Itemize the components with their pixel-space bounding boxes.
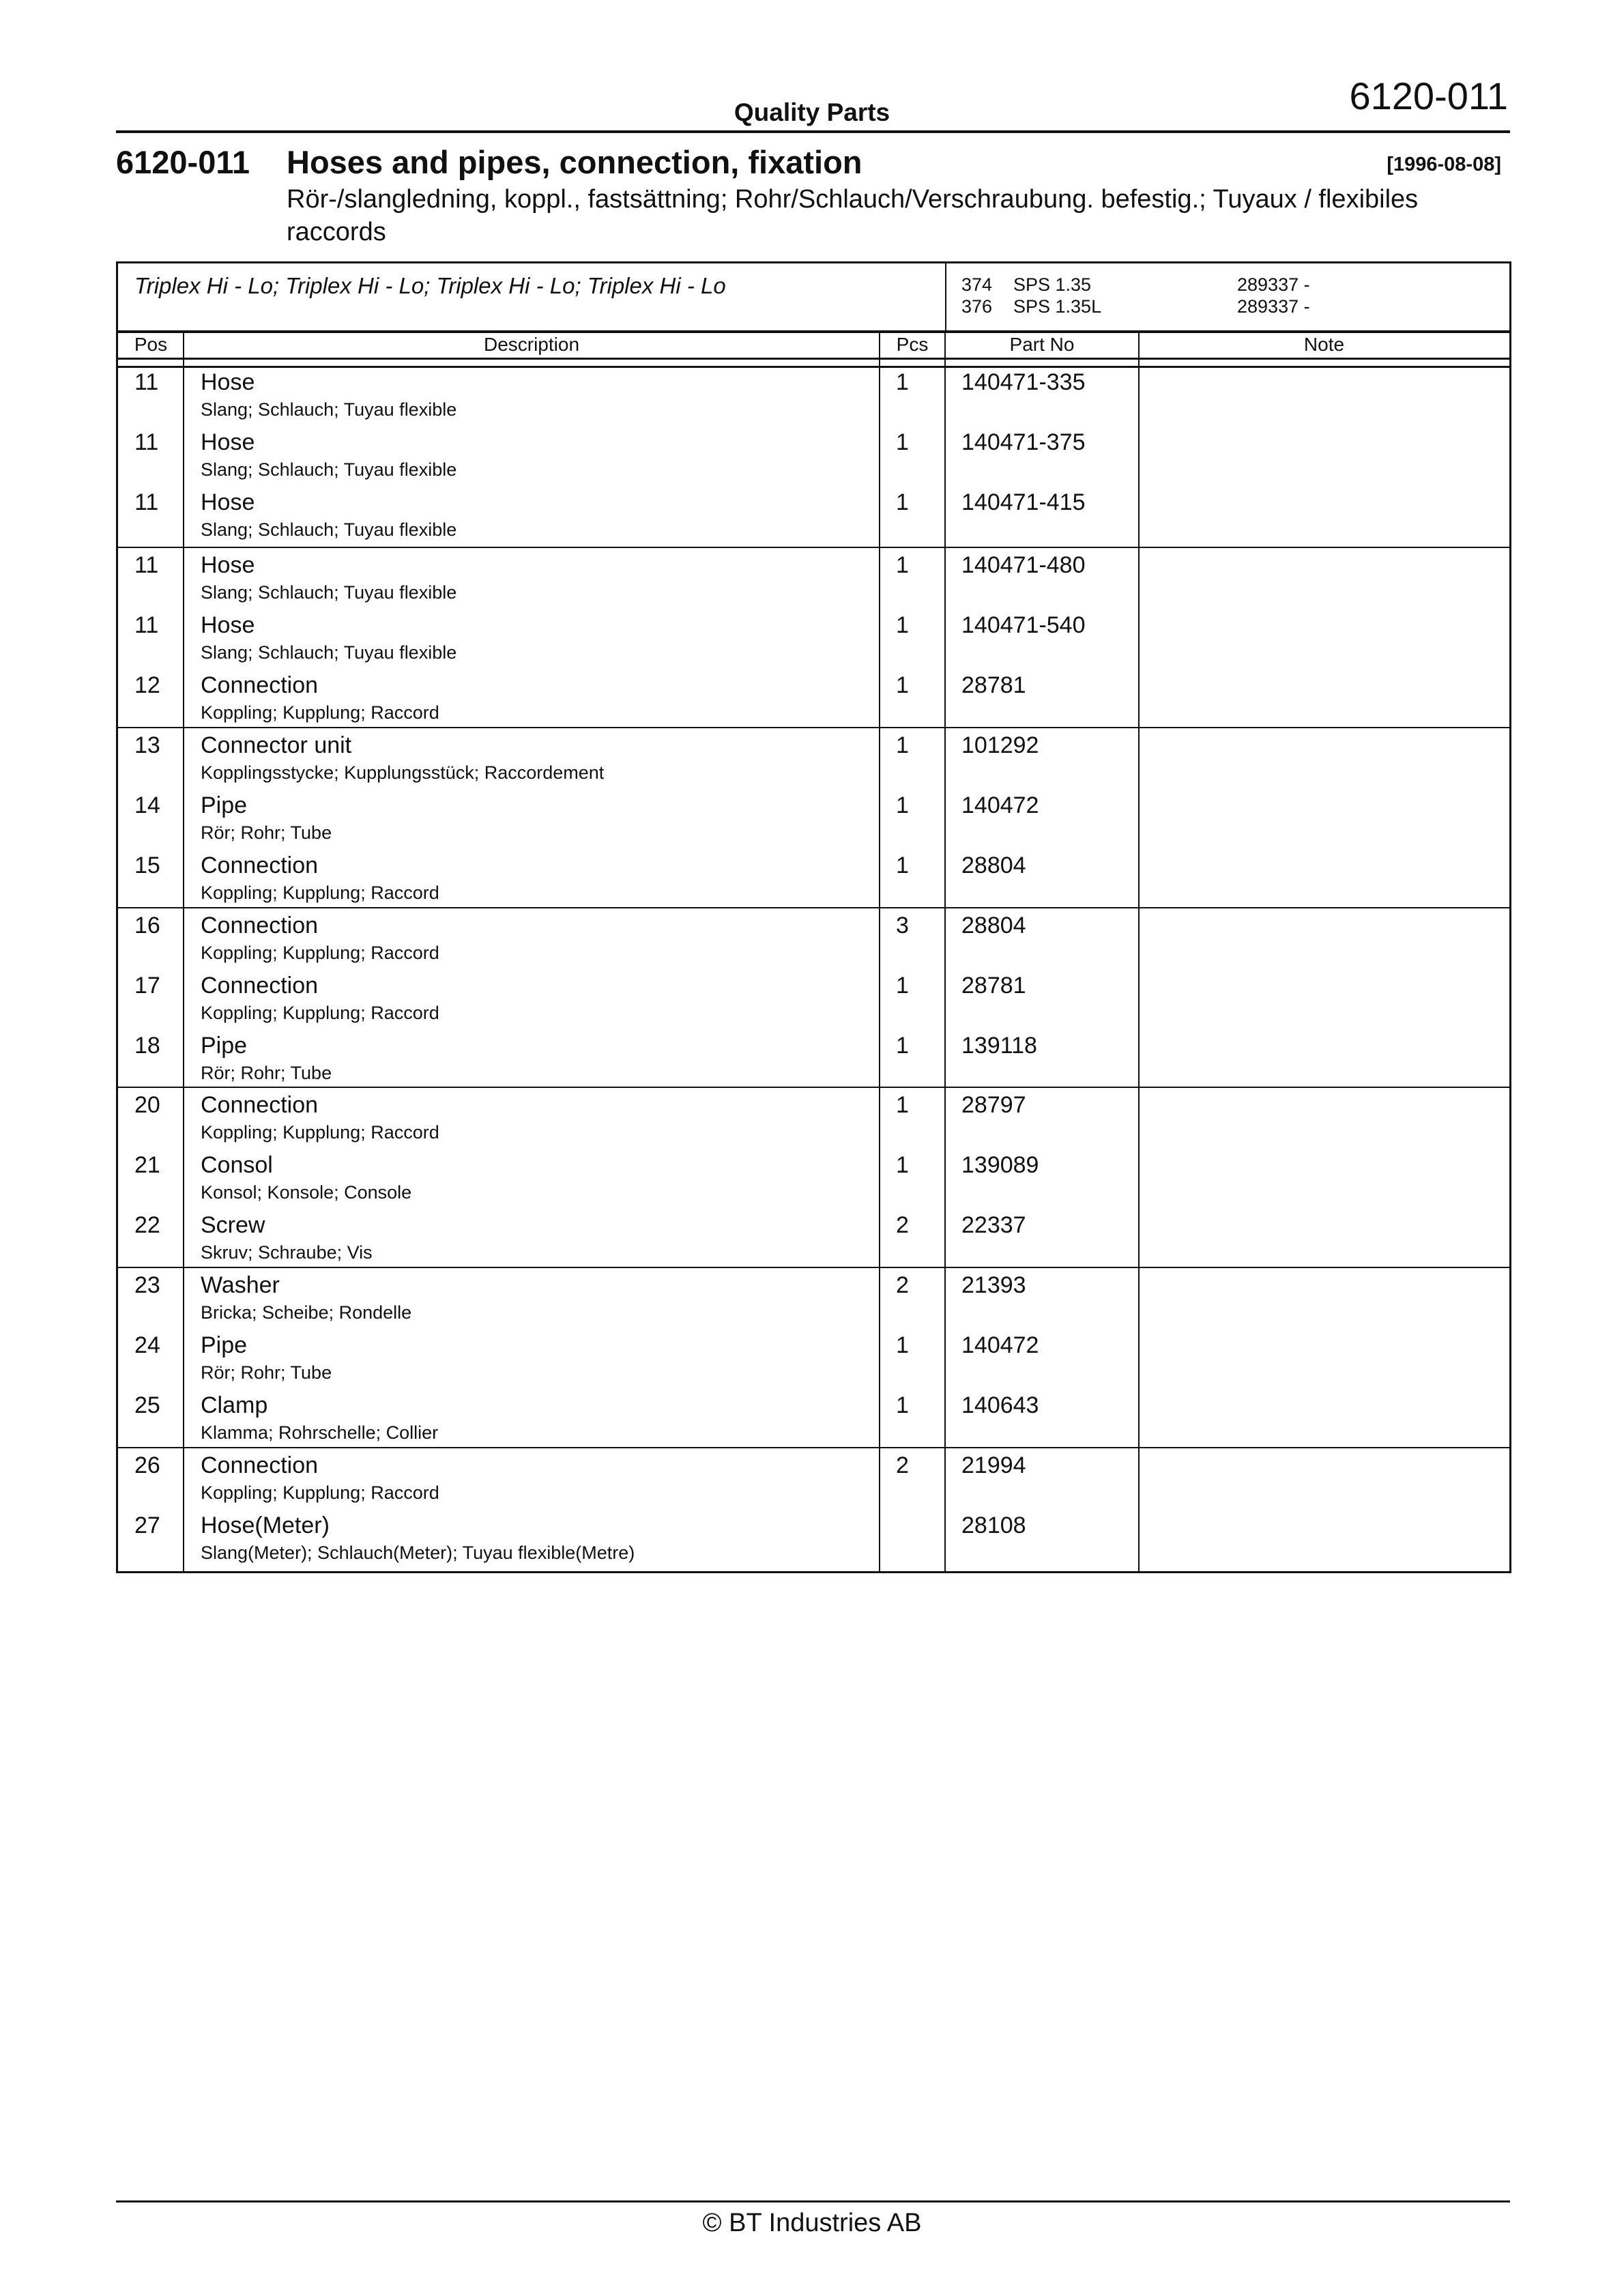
section-title: Hoses and pipes, connection, fixation — [287, 144, 862, 180]
row-part-no: 140471-480 — [961, 552, 1086, 578]
divider — [945, 263, 946, 330]
row-description-translations: Koppling; Kupplung; Raccord — [201, 1003, 439, 1023]
row-pcs: 1 — [896, 369, 909, 395]
row-pos: 25 — [134, 1392, 160, 1418]
row-pcs: 1 — [896, 1092, 909, 1118]
row-part-no: 140471-375 — [961, 429, 1086, 455]
column-divider — [1138, 333, 1140, 1571]
row-part-no: 28781 — [961, 672, 1026, 698]
row-pos: 24 — [134, 1332, 160, 1358]
row-pcs: 1 — [896, 1033, 909, 1059]
row-description-translations: Slang; Schlauch; Tuyau flexible — [201, 642, 457, 663]
variant-serial: 289337 - — [1237, 296, 1310, 317]
row-description: Hose — [201, 429, 255, 455]
row-pcs: 2 — [896, 1272, 909, 1298]
model-list: Triplex Hi - Lo; Triplex Hi - Lo; Triplex Hi - Lo; Triplex Hi - Lo — [134, 273, 726, 298]
document-number: 6120-011 — [1349, 74, 1508, 117]
row-pos: 16 — [134, 913, 160, 938]
row-pcs: 1 — [896, 552, 909, 578]
row-part-no: 28804 — [961, 852, 1026, 878]
column-divider — [944, 333, 946, 1571]
row-part-no: 140471-335 — [961, 369, 1086, 395]
row-description: Connection — [201, 852, 319, 878]
column-divider — [183, 333, 184, 1571]
row-part-no: 101292 — [961, 732, 1039, 758]
row-part-no: 28781 — [961, 973, 1026, 999]
brand-heading: Quality Parts — [734, 98, 890, 126]
column-header-note: Note — [1303, 334, 1345, 355]
column-divider — [879, 333, 880, 1571]
row-pcs: 1 — [896, 732, 909, 758]
row-pos: 21 — [134, 1152, 160, 1178]
row-pos: 11 — [134, 489, 159, 515]
header-rule — [118, 366, 1509, 368]
group-divider — [118, 1267, 1509, 1268]
column-header-description: Description — [483, 334, 580, 355]
row-description-translations: Skruv; Schraube; Vis — [201, 1242, 373, 1263]
header-divider — [116, 130, 1510, 133]
row-description-translations: Koppling; Kupplung; Raccord — [201, 1122, 439, 1143]
row-pcs: 1 — [896, 792, 909, 818]
row-description-translations: Slang; Schlauch; Tuyau flexible — [201, 399, 457, 420]
section-number: 6120-011 — [116, 144, 250, 180]
row-description-translations: Rör; Rohr; Tube — [201, 822, 332, 843]
column-header-part-no: Part No — [1009, 334, 1075, 355]
row-part-no: 21994 — [961, 1452, 1026, 1478]
row-part-no: 28797 — [961, 1092, 1026, 1118]
footer-divider — [116, 2200, 1510, 2202]
row-pos: 26 — [134, 1452, 160, 1478]
group-divider — [118, 727, 1509, 728]
row-description: Clamp — [201, 1392, 268, 1418]
group-divider — [118, 1447, 1509, 1448]
row-description: Pipe — [201, 1033, 248, 1059]
row-pcs: 1 — [896, 429, 909, 455]
row-description-translations: Slang; Schlauch; Tuyau flexible — [201, 582, 457, 603]
row-description-translations: Kopplingsstycke; Kupplungsstück; Raccordement — [201, 762, 605, 783]
row-pos: 11 — [134, 612, 159, 638]
row-pcs: 2 — [896, 1212, 909, 1238]
row-pos: 14 — [134, 792, 160, 818]
row-pcs: 1 — [896, 612, 909, 638]
row-pos: 17 — [134, 973, 160, 999]
row-description: Screw — [201, 1212, 265, 1238]
row-description-translations: Klamma; Rohrschelle; Collier — [201, 1422, 439, 1443]
row-pcs: 3 — [896, 913, 909, 938]
variant-code: 376 — [961, 296, 993, 317]
row-part-no: 140471-415 — [961, 489, 1086, 515]
row-description-translations: Koppling; Kupplung; Raccord — [201, 1482, 439, 1503]
row-part-no: 140472 — [961, 792, 1039, 818]
row-description: Connector unit — [201, 732, 352, 758]
copyright: © BT Industries AB — [702, 2209, 922, 2237]
row-pos: 15 — [134, 852, 160, 878]
variant-name: SPS 1.35 — [1013, 274, 1092, 295]
row-description: Connection — [201, 672, 319, 698]
row-pos: 23 — [134, 1272, 160, 1298]
row-part-no: 140643 — [961, 1392, 1039, 1418]
column-header-pcs: Pcs — [896, 334, 929, 355]
row-part-no: 139089 — [961, 1152, 1039, 1178]
group-divider — [118, 907, 1509, 908]
row-description: Consol — [201, 1152, 273, 1178]
variant-serial: 289337 - — [1237, 274, 1310, 295]
row-part-no: 22337 — [961, 1212, 1026, 1238]
header-rule — [118, 358, 1509, 360]
row-description: Hose(Meter) — [201, 1512, 330, 1538]
section-subtitle: Rör-/slangledning, koppl., fastsättning; Rohr/Schlauch/Verschraubung. befestig.; Tuyaux / flexibiles raccords — [287, 185, 1419, 246]
row-pos: 20 — [134, 1092, 160, 1118]
row-pos: 11 — [134, 552, 159, 578]
variant-name: SPS 1.35L — [1013, 296, 1102, 317]
row-description-translations: Konsol; Konsole; Console — [201, 1182, 412, 1203]
row-pcs: 1 — [896, 672, 909, 698]
section-date: [1996-08-08] — [1387, 154, 1501, 175]
row-part-no: 140471-540 — [961, 612, 1086, 638]
row-pcs: 1 — [896, 1392, 909, 1418]
row-description: Pipe — [201, 1332, 248, 1358]
row-pcs: 1 — [896, 973, 909, 999]
column-header-pos: Pos — [134, 334, 168, 355]
row-description-translations: Slang(Meter); Schlauch(Meter); Tuyau flexible(Metre) — [201, 1542, 635, 1563]
row-description-translations: Rör; Rohr; Tube — [201, 1063, 332, 1083]
row-pcs: 1 — [896, 852, 909, 878]
row-description-translations: Slang; Schlauch; Tuyau flexible — [201, 459, 457, 480]
row-description-translations: Koppling; Kupplung; Raccord — [201, 702, 439, 723]
variant-code: 374 — [961, 274, 993, 295]
row-pos: 18 — [134, 1033, 160, 1059]
row-part-no: 140472 — [961, 1332, 1039, 1358]
row-part-no: 28108 — [961, 1512, 1026, 1538]
row-description: Connection — [201, 1092, 319, 1118]
row-part-no: 21393 — [961, 1272, 1026, 1298]
row-description: Pipe — [201, 792, 248, 818]
row-pcs: 1 — [896, 1332, 909, 1358]
row-description: Hose — [201, 552, 255, 578]
row-description: Washer — [201, 1272, 280, 1298]
row-description: Hose — [201, 369, 255, 395]
row-description-translations: Slang; Schlauch; Tuyau flexible — [201, 519, 457, 540]
group-divider — [118, 547, 1509, 548]
row-pos: 27 — [134, 1512, 160, 1538]
row-pcs: 2 — [896, 1452, 909, 1478]
row-description: Connection — [201, 973, 319, 999]
row-description-translations: Koppling; Kupplung; Raccord — [201, 943, 439, 963]
row-description: Hose — [201, 612, 255, 638]
row-description: Hose — [201, 489, 255, 515]
row-pos: 22 — [134, 1212, 160, 1238]
row-pcs: 1 — [896, 1152, 909, 1178]
row-description: Connection — [201, 913, 319, 938]
row-part-no: 139118 — [961, 1033, 1037, 1059]
row-pos: 11 — [134, 369, 159, 395]
row-pos: 11 — [134, 429, 159, 455]
row-description-translations: Bricka; Scheibe; Rondelle — [201, 1302, 412, 1323]
model-info — [118, 263, 1509, 333]
row-pos: 13 — [134, 732, 160, 758]
row-pcs: 1 — [896, 489, 909, 515]
row-pos: 12 — [134, 672, 160, 698]
row-description-translations: Koppling; Kupplung; Raccord — [201, 882, 439, 903]
parts-table — [116, 261, 1511, 1573]
row-description: Connection — [201, 1452, 319, 1478]
group-divider — [118, 1087, 1509, 1088]
row-part-no: 28804 — [961, 913, 1026, 938]
row-description-translations: Rör; Rohr; Tube — [201, 1362, 332, 1383]
